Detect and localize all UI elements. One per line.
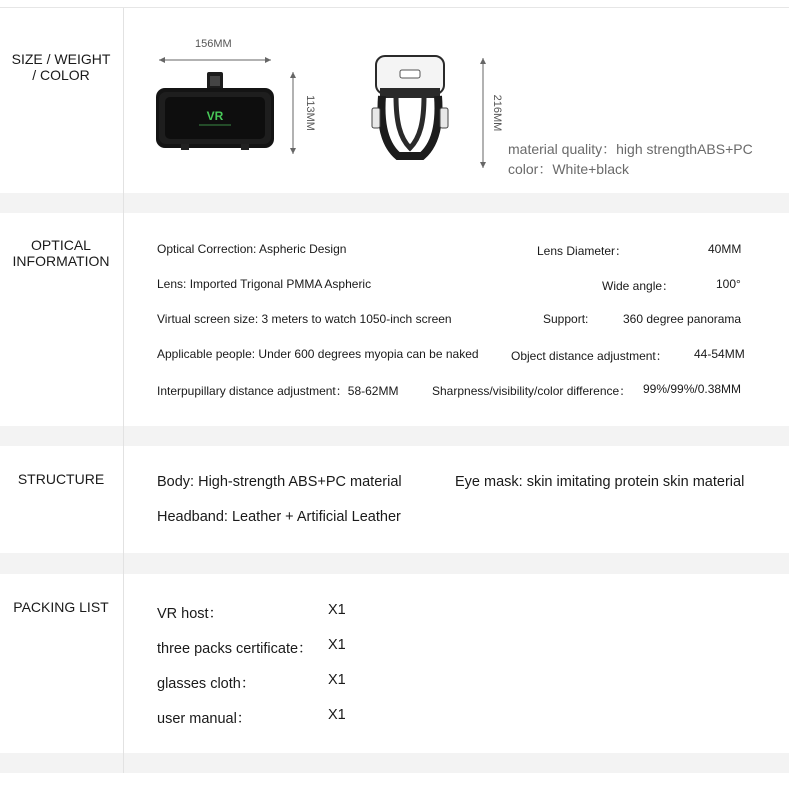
packing-item-qty: X1: [328, 602, 346, 618]
section-separator: [0, 193, 789, 213]
structure-body: Body: High-strength ABS+PC material: [157, 474, 402, 490]
optical-row-value: 99%/99%/0.38MM: [643, 382, 742, 396]
top-divider: [0, 7, 789, 8]
packing-item-name: glasses cloth：: [157, 676, 256, 692]
section-label-packing: PACKING LIST: [13, 599, 109, 615]
section-separator: [0, 553, 789, 574]
packing-item-name: VR host：: [157, 606, 224, 622]
optical-row-key: Lens Diameter：: [537, 244, 628, 258]
optical-row-key: Sharpness/visibility/color difference：: [432, 384, 632, 398]
packing-item-name: user manual：: [157, 711, 252, 727]
section-label-size: SIZE / WEIGHT / COLOR: [11, 51, 111, 83]
optical-row-value: 360 degree panorama: [623, 312, 742, 326]
optical-row-value: 44-54MM: [694, 347, 745, 361]
packing-item-qty: X1: [328, 707, 346, 723]
section-label-structure: STRUCTURE: [17, 471, 105, 487]
material-quality: material quality：high strengthABS+PC: [508, 141, 753, 157]
optical-row-key: Object distance adjustment：: [511, 349, 668, 363]
optical-row-key: Wide angle：: [602, 279, 675, 293]
optical-row-key: Support:: [543, 312, 589, 326]
optical-row-value: 40MM: [708, 242, 742, 256]
packing-item-qty: X1: [328, 672, 346, 688]
section-separator: [0, 753, 789, 773]
optical-row-value: 100°: [716, 277, 741, 291]
optical-row-left: Optical Correction: Aspheric Design: [157, 242, 347, 256]
vr-logo-icon: VR: [206, 109, 224, 123]
headband-arrow-icon: [477, 56, 489, 170]
section-separator: [0, 426, 789, 446]
packing-item-qty: X1: [328, 637, 346, 653]
width-arrow-icon: [155, 54, 275, 66]
height-arrow-icon: [287, 70, 299, 156]
optical-row-left: Applicable people: Under 600 degrees myopia can be naked: [157, 347, 479, 361]
optical-row-left: Interpupillary distance adjustment：58-62MM: [157, 384, 399, 398]
structure-eye-mask: Eye mask: skin imitating protein skin material: [455, 474, 745, 490]
column-divider: [123, 8, 124, 773]
height-dimension: 113MM: [304, 95, 316, 131]
color-info: color：White+black: [508, 161, 629, 177]
vr-headset-headband-image: [370, 52, 450, 164]
structure-headband: Headband: Leather + Artificial Leather: [157, 509, 401, 525]
section-label-optical: OPTICAL INFORMATION: [12, 237, 110, 269]
packing-item-name: three packs certificate：: [157, 641, 313, 657]
headband-dimension: 216MM: [491, 94, 503, 132]
width-dimension: 156MM: [195, 38, 232, 50]
optical-row-left: Virtual screen size: 3 meters to watch 1050-inch screen: [157, 312, 452, 326]
vr-headset-front-image: [155, 70, 277, 152]
optical-row-left: Lens: Imported Trigonal PMMA Aspheric: [157, 277, 372, 291]
